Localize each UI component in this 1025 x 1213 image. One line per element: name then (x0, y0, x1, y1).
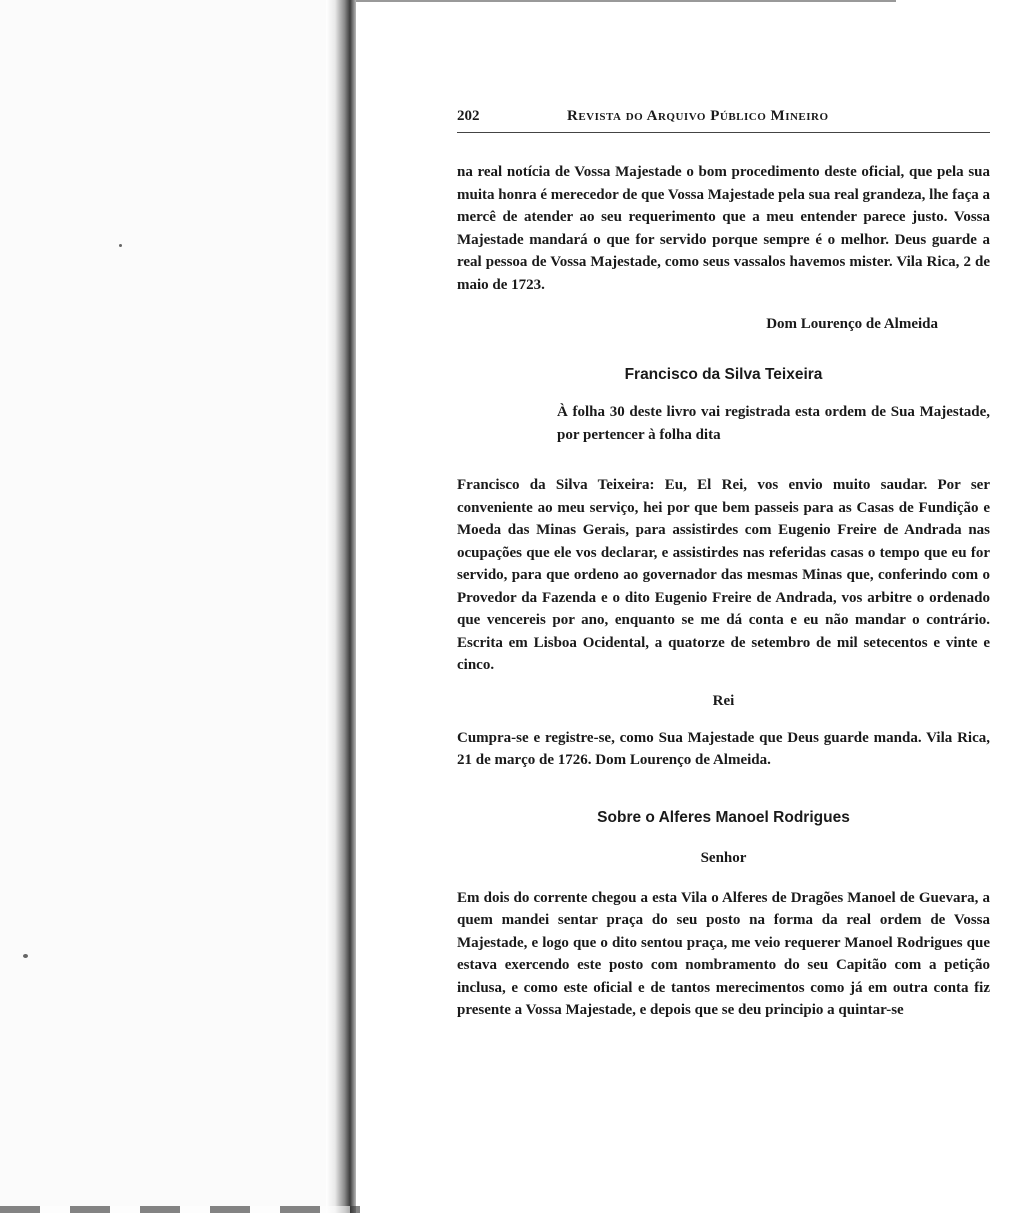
royal-order-paragraph: Francisco da Silva Teixeira: Eu, El Rei, vos envio muito saudar. Por ser conveniente ao meu serviço, hei por que bem passeis para as Casas de Fundição e Moeda das Minas Gerais, para assistirdes com Eugenio Freire de Andrada nas ocupações que ele vos declarar, e assistirdes nas referidas casas o tempo que eu for servido, para que ordeno ao governador das mesmas Minas que, conferindo com o Provedor da Fazenda e o dito Eugenio Freire de Andrada, vos arbitre o ordenado que vencereis por ano, enquanto se me dá conta e eu não mandar o contrário. Escrita em Lisboa Ocidental, a quatorze de setembro de mil setecentos e vinte e cinco. (457, 477, 990, 673)
section-heading: Sobre o Alferes Manoel Rodrigues (597, 808, 850, 826)
running-head (457, 108, 990, 133)
page-number: 202 (457, 108, 480, 124)
salutation: Senhor (700, 849, 747, 866)
journal-title: Revista do Arquivo Público Mineiro (567, 108, 829, 124)
scan-edge-strip (0, 1206, 360, 1213)
signature: Dom Lourenço de Almeida (766, 316, 938, 332)
document-page (457, 108, 990, 1022)
page-top-edge (356, 0, 896, 2)
facing-page-blank (0, 0, 326, 1213)
paragraph-continuation: na real notícia de Vossa Majestade o bom procedimento deste oficial, que pela sua muita honra é merecedor de que Vossa Majestade pela sua real grandeza, lhe faça a mercê de atender ao seu requerimento que a meu entender parece justo. Vossa Majestade mandará o que for servido porque sempre é o melhor. Deus guarde a real pessoa de Vossa Majestade, como seus vassalos havemos mister. Vila Rica, 2 de maio de 1723. (457, 164, 990, 293)
book-gutter (326, 0, 356, 1213)
paper-speck (23, 954, 28, 958)
registry-note: À folha 30 deste livro vai registrada esta ordem de Sua Majestade, por pertencer à folha dita (557, 404, 990, 443)
compliance-paragraph: Cumpra-se e registre-se, como Sua Majestade que Deus guarde manda. Vila Rica, 21 de março de 1726. Dom Lourenço de Almeida. (457, 729, 990, 768)
royal-signature: Rei (712, 692, 735, 709)
section-heading: Francisco da Silva Teixeira (624, 366, 823, 383)
paper-speck (119, 244, 122, 247)
letter-paragraph: Em dois do corrente chegou a esta Vila o Alferes de Dragões Manoel de Guevara, a quem mandei sentar praça do seu posto na forma da real ordem de Vossa Majestade, e logo que o dito sentou praça, me veio requerer Manoel Rodrigues que estava exercendo este posto com nombramento do seu Capitão com a petição inclusa, e como este oficial e de tantos merecimentos como já em outra conta fiz presente a Vossa Majestade, e depois que se deu principio a quintar-se (457, 889, 990, 1018)
